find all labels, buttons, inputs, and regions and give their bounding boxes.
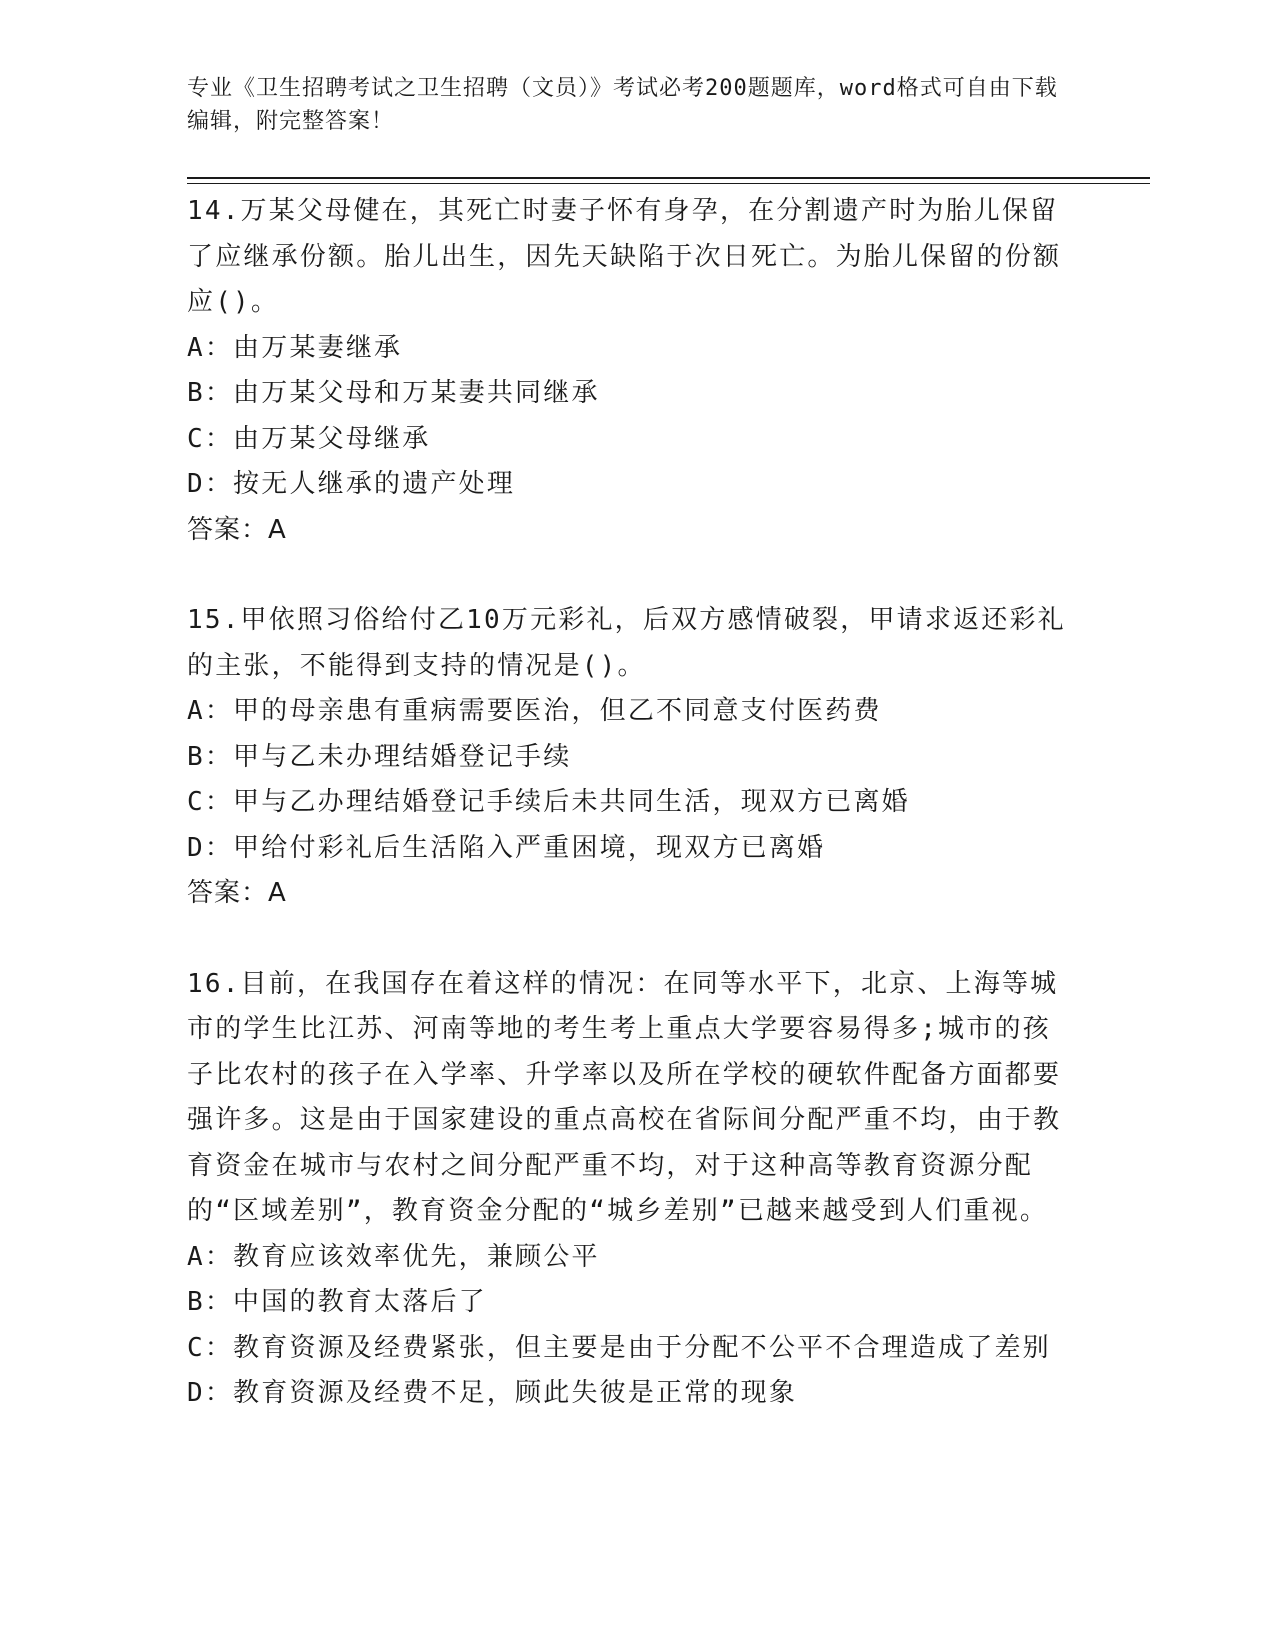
answer-line: 答案：A <box>187 878 287 908</box>
question-stem: 14.万某父母健在，其死亡时妻子怀有身孕，在分割遗产时为胎儿保留了应继承份额。胎儿出生，因先天缺陷于次日死亡。为胎儿保留的份额应()。 <box>187 196 1062 317</box>
option-d: D：按无人继承的遗产处理 <box>187 469 516 499</box>
question-14 <box>187 189 1067 553</box>
option-d: D：教育资源及经费不足，顾此失彼是正常的现象 <box>187 1378 798 1408</box>
option-c: C：教育资源及经费紧张，但主要是由于分配不公平不合理造成了差别 <box>187 1332 1051 1363</box>
header-divider-thick <box>187 177 1150 179</box>
option-b: B：由万某父母和万某妻共同继承 <box>187 378 600 408</box>
document-header: 专业《卫生招聘考试之卫生招聘（文员）》考试必考200题题库，word格式可自由下载编辑，附完整答案！ <box>187 76 1058 134</box>
option-a: A：甲的母亲患有重病需要医治，但乙不同意支付医药费 <box>187 696 882 726</box>
option-d: D：甲给付彩礼后生活陷入严重困境，现双方已离婚 <box>187 832 826 863</box>
question-stem: 15.甲依照习俗给付乙10万元彩礼，后双方感情破裂，甲请求返还彩礼的主张，不能得到支持的情况是()。 <box>187 605 1066 681</box>
question-16 <box>187 962 1067 1417</box>
question-15 <box>187 598 1067 917</box>
option-c: C：由万某父母继承 <box>187 423 431 454</box>
option-a: A：由万某妻继承 <box>187 332 403 363</box>
answer-line: 答案：A <box>187 514 287 545</box>
question-gap <box>187 553 1067 598</box>
option-b: B：中国的教育太落后了 <box>187 1287 487 1317</box>
question-stem: 16.目前，在我国存在着这样的情况：在同等水平下，北京、上海等城市的学生比江苏、河南等地的考生考上重点大学要容易得多;城市的孩子比农村的孩子在入学率、升学率以及所在学校的硬软件配备方面都要强许多。这是由于国家建设的重点高校在省际间分配严重不均，由于教育资金在城市与农村之间分配严重不均，对于这种高等教育资源分配的“区域差别”，教育资金分配的“城乡差别”已越来越受到人们重视。 <box>187 968 1062 1226</box>
option-b: B：甲与乙未办理结婚登记手续 <box>187 741 572 772</box>
header-divider-thin <box>187 183 1150 184</box>
question-gap <box>187 917 1067 962</box>
option-c: C：甲与乙办理结婚登记手续后未共同生活，现双方已离婚 <box>187 787 910 817</box>
option-a: A：教育应该效率优先，兼顾公平 <box>187 1241 600 1272</box>
question-list <box>187 189 1067 1417</box>
